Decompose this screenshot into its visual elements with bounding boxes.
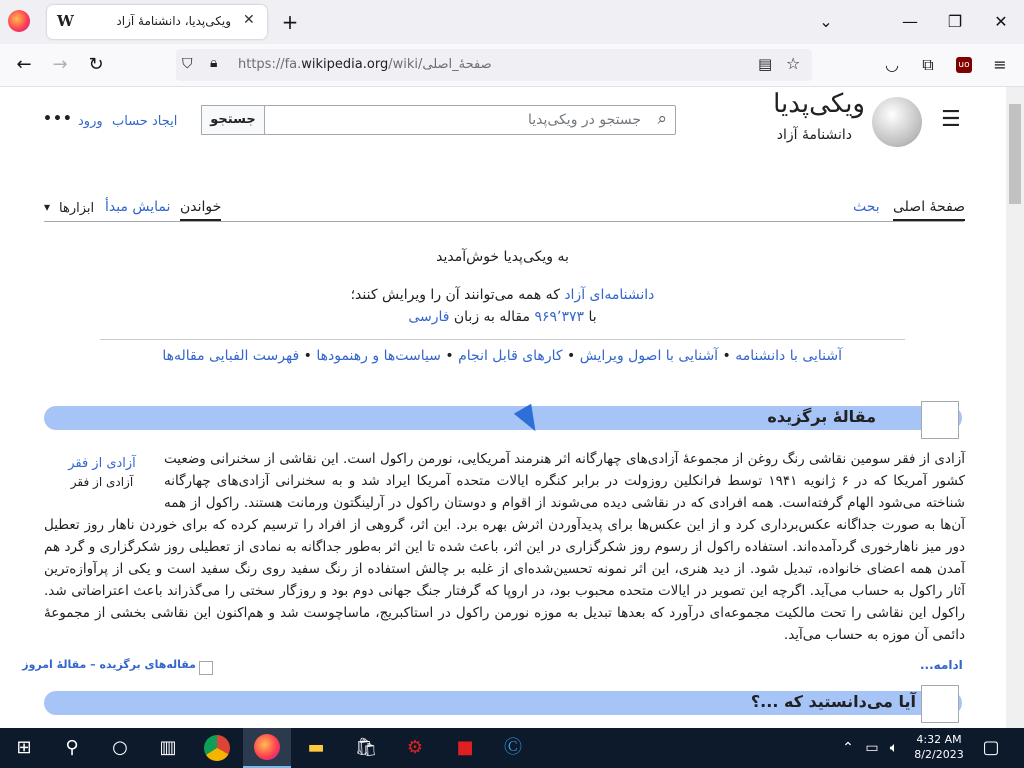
wikipedia-favicon: W: [57, 12, 74, 30]
camera-app-icon[interactable]: ■: [456, 737, 474, 758]
chevron-down-icon[interactable]: ▾: [44, 200, 51, 214]
taskbar-clock[interactable]: [905, 732, 973, 762]
login-link[interactable]: ورود: [78, 114, 103, 129]
task-view-icon[interactable]: ▥: [159, 737, 177, 758]
clock-time: 4:32 AM: [916, 733, 962, 746]
portal-link-policies[interactable]: سیاست‌ها و رهنمودها: [316, 348, 441, 364]
window-close-icon[interactable]: ✕: [994, 12, 1008, 31]
tab-view-source[interactable]: نمایش مبدأ: [105, 199, 171, 215]
store-icon[interactable]: 🛍︎: [354, 737, 378, 758]
featured-heading-icon-box: [921, 401, 959, 439]
featured-image-title[interactable]: آزادی از فقر: [68, 456, 136, 471]
back-icon[interactable]: ←: [16, 54, 32, 75]
create-account-link[interactable]: ایجاد حساب: [112, 114, 178, 129]
featured-footer-links[interactable]: مقاله‌های برگزیده – مقالهٔ امروز: [22, 658, 196, 671]
portal-links: آشنایی با دانشنامه • آشنایی با اصول ویرایش • کارهای قابل انجام • سیاست‌ها و رهنمودها • فهرست الفبایی مقاله‌ها: [162, 348, 842, 364]
featured-image-caption: آزادی از فقر: [70, 475, 134, 489]
network-icon[interactable]: ▭: [865, 740, 879, 756]
bookmark-star-icon[interactable]: ☆: [786, 54, 801, 73]
clock-date: 8/2/2023: [914, 748, 964, 761]
shield-icon[interactable]: ⛉: [182, 56, 193, 72]
welcome-line3: با ۹۶۹٬۳۷۳ مقاله به زبان فارسی: [408, 309, 597, 325]
url-text[interactable]: https://fa.wikipedia.org/wiki/صفحهٔ_اصلی: [238, 57, 492, 72]
more-options-icon[interactable]: •••: [43, 111, 73, 127]
cortana-icon[interactable]: ○: [112, 737, 128, 758]
scrollbar-thumb[interactable]: [1009, 104, 1021, 204]
notification-icon[interactable]: ▢: [982, 737, 1000, 758]
volume-icon[interactable]: 🔈︎: [889, 740, 899, 756]
portal-link-tasks[interactable]: کارهای قابل انجام: [458, 348, 563, 364]
wikipedia-globe-icon[interactable]: [872, 97, 922, 147]
search-placeholder: جستجو در ویکی‌پدیا: [528, 112, 641, 128]
app-red-icon[interactable]: ⚙: [406, 737, 424, 758]
tab-main-page[interactable]: صفحهٔ اصلی: [893, 199, 965, 221]
persian-language-link[interactable]: فارسی: [408, 309, 450, 325]
portal-link-alphabetical[interactable]: فهرست الفبایی مقاله‌ها: [162, 348, 300, 364]
reload-icon[interactable]: ↻: [88, 54, 104, 75]
welcome-divider: [100, 339, 905, 340]
welcome-line1[interactable]: به ویکی‌پدیا خوش‌آمدید: [436, 249, 569, 265]
firefox-icon[interactable]: [254, 734, 280, 760]
plus-icon[interactable]: +: [281, 10, 299, 34]
windows-start-icon[interactable]: ⊞: [16, 737, 32, 758]
free-encyclopedia-link[interactable]: دانشنامه‌ای آزاد: [564, 287, 655, 303]
maximize-icon[interactable]: ❐: [947, 12, 963, 31]
search-input[interactable]: [264, 105, 676, 135]
close-icon[interactable]: ✕: [243, 12, 255, 28]
search-icon[interactable]: ⚲: [65, 737, 79, 758]
ublock-icon[interactable]: uo: [956, 57, 972, 73]
url-bar[interactable]: [176, 49, 812, 81]
portal-link-editing[interactable]: آشنایی با اصول ویرایش: [579, 348, 719, 364]
featured-paragraph: آزادی از فقر سومین نقاشی رنگ روغن از مجموعهٔ آزادی‌های چهارگانه اثر هنرمند آمریکایی، نورمن راکول است. این نقاشی از سخنرانی وضعیت کشور آمریکا که در ۶ ژانویه ۱۹۴۱ توسط فرانکلین روزولت در برابر کنگره ایالات متحده آمریکا ایراد شد و به سخنرانی آزادی‌های چهارگانه شناخته می‌شود الهام گرفته‌است. همه افرادی که در نقاشی دیده می‌شوند از اقوام و دوستان راکول در آرلینگتون ورمانت هستند. راکول از همه آن‌ها به صورت جداگانه عکس‌برداری کرد و از این عکس‌ها برای پدیدآوردن اثرش بهره برد. این اثر، گروهی از افراد را ترسیم کرده که برای خوردن ناهار روز تعطیل دور میز ناهارخوری گردآمده‌اند. استفاده راکول از رسوم روز شکرگزاری در این اثر، باعث شده تا این اثر به‌طور جداگانه به نمادی از تعطیلی روز شکرگزاری و گرد هم آمدن همه اعضای خانواده، تبدیل شود. از دید هنری، این اثر نمونه تحسین‌شده‌ای از غلبه بر چالش استفاده از رنگ سفید روی رنگ سفید است و یکی از پرآوازه‌ترین آثار راکول به حساب می‌آید. اگرچه این تصویر در ایالات متحده محبوب بود، در اروپا که گرفتار جنگ جهانی دوم بود و روزگار سختی را می‌گذراند باعث اعتراضاتی شد. راکول این نقاشی را تحت مالکیت مجموعه‌ای درآورد که بعدها تبدیل به موزه نورمن راکول در استاکبریج، ماساچوست شد و هم‌اکنون این نقاشی بخشی از مجموعهٔ دائمی آن موزه به حساب می‌آید.: [44, 451, 965, 643]
tab-tools[interactable]: ابزارها: [59, 201, 95, 216]
menu-icon[interactable]: ≡: [993, 55, 1007, 74]
dyk-heading: آیا می‌دانستید که ...؟: [750, 692, 916, 711]
featured-checkbox[interactable]: [199, 661, 213, 675]
featured-heading: مقالهٔ برگزیده: [767, 407, 876, 426]
extensions-icon[interactable]: ⧉: [922, 55, 934, 74]
tabs-divider: [44, 221, 964, 222]
search-icon[interactable]: ⌕: [657, 109, 667, 129]
welcome-line2: دانشنامه‌ای آزاد که همه می‌توانند آن را ویرایش کنند؛: [350, 287, 655, 303]
tab-title: ویکی‌پدیا، دانشنامهٔ آزاد: [116, 14, 231, 28]
forward-icon[interactable]: →: [52, 54, 68, 75]
read-more-link[interactable]: ادامه...: [920, 658, 963, 672]
minimize-icon[interactable]: —: [902, 12, 918, 31]
portal-link-intro[interactable]: آشنایی با دانشنامه: [735, 348, 842, 364]
chevron-up-icon[interactable]: ⌃: [842, 740, 854, 756]
web-page: [0, 87, 1006, 728]
browser-tab[interactable]: [47, 5, 267, 39]
logo-title[interactable]: ویکی‌پدیا: [773, 89, 865, 119]
lock-icon[interactable]: 🔒︎: [210, 55, 218, 71]
file-explorer-icon[interactable]: ▬: [307, 737, 325, 758]
chrome-icon[interactable]: [204, 735, 230, 761]
ccleaner-icon[interactable]: Ⓒ: [504, 737, 522, 758]
article-count-link[interactable]: ۹۶۹٬۳۷۳: [534, 309, 585, 325]
tab-talk[interactable]: بحث: [853, 199, 880, 215]
firefox-icon[interactable]: [8, 10, 30, 32]
hamburger-menu-icon[interactable]: ☰: [941, 107, 961, 132]
search-button[interactable]: جستجو: [201, 105, 265, 135]
taskbar-firefox-active[interactable]: [243, 728, 291, 768]
chevron-down-icon[interactable]: ⌄: [819, 12, 833, 31]
logo-subtitle: دانشنامهٔ آزاد: [776, 127, 852, 143]
pocket-icon[interactable]: ◡: [885, 55, 899, 74]
dyk-heading-icon-box: [921, 685, 959, 723]
tab-read[interactable]: خواندن: [180, 199, 221, 221]
reader-icon[interactable]: ▤: [758, 55, 773, 73]
